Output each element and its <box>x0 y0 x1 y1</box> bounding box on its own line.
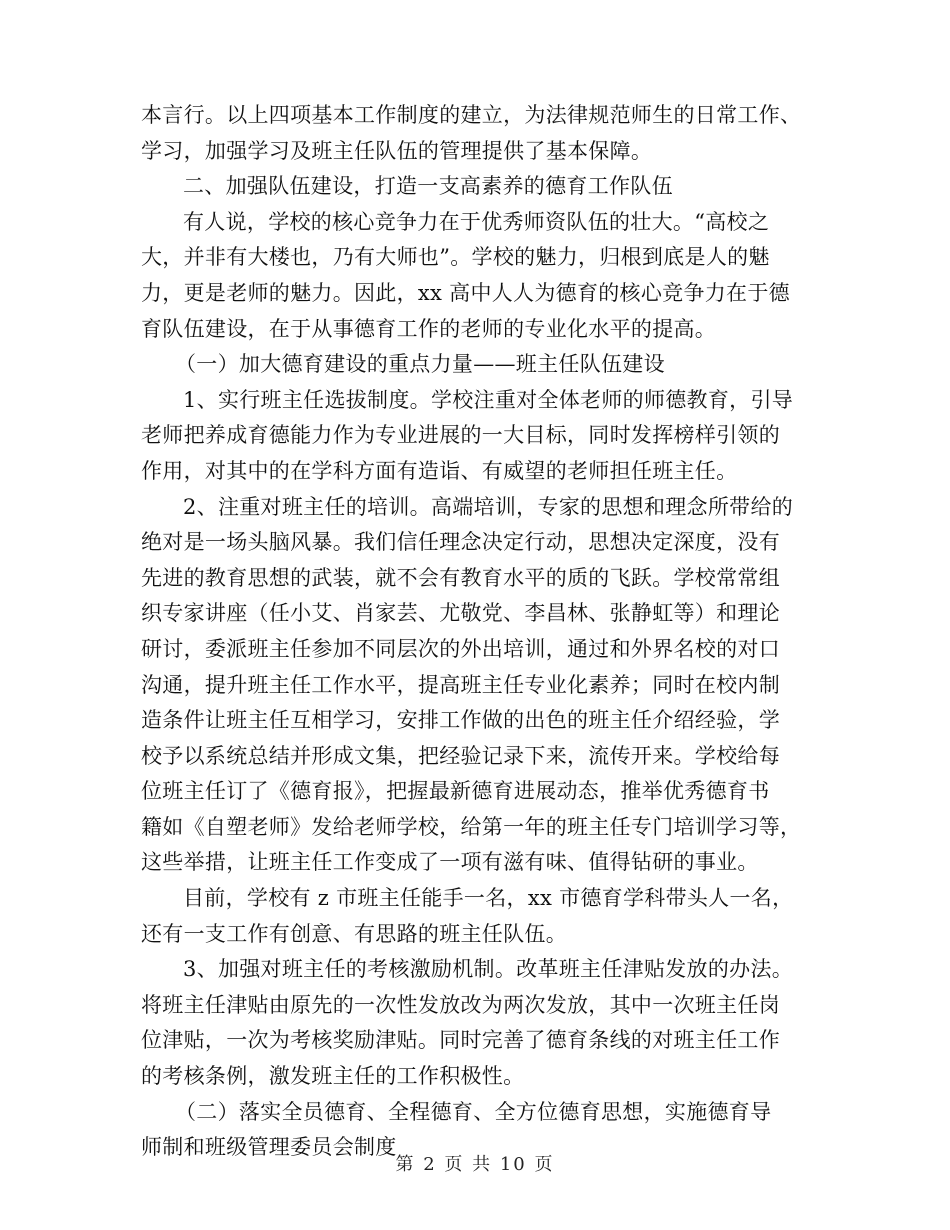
text-line: 造条件让班主任互相学习，安排工作做的出色的班主任介绍经验，学 <box>141 708 780 733</box>
text-line: 师制和班级管理委员会制度 <box>141 1135 397 1160</box>
text-line: 2、注重对班主任的培训。高端培训，专家的思想和理念所带给的 <box>183 494 794 519</box>
text-line: 沟通，提升班主任工作水平，提高班主任专业化素养；同时在校内制 <box>141 672 780 697</box>
body-text <box>141 98 813 1166</box>
text-line: 绝对是一场头脑风暴。我们信任理念决定行动，思想决定深度，没有 <box>141 530 780 555</box>
text-line: 先进的教育思想的武装，就不会有教育水平的质的飞跃。学校常常组 <box>141 565 780 590</box>
text-line: 大，并非有大楼也，乃有大师也”。学校的魅力，归根到底是人的魅 <box>141 245 770 270</box>
text-line: 这些举措，让班主任工作变成了一项有滋有味、值得钻研的事业。 <box>141 850 759 875</box>
text-line: 有人说，学校的核心竞争力在于优秀师资队伍的壮大。“高校之 <box>183 209 770 234</box>
text-line: 育队伍建设，在于从事德育工作的老师的专业化水平的提高。 <box>141 316 717 341</box>
text-line: 目前，学校有 z 市班主任能手一名，xx 市德育学科带头人一名， <box>183 886 794 911</box>
text-line: 学习，加强学习及班主任队伍的管理提供了基本保障。 <box>141 138 653 163</box>
text-line: 位津贴，一次为考核奖励津贴。同时完善了德育条线的对班主任工作 <box>141 1028 780 1053</box>
text-line: 还有一支工作有创意、有思路的班主任队伍。 <box>141 921 567 946</box>
text-line: 位班主任订了《德育报》，把握最新德育进展动态，推举优秀德育书 <box>141 779 770 804</box>
text-line: 织专家讲座（任小艾、肖家芸、尤敬党、李昌林、张静虹等）和理论 <box>141 601 780 626</box>
text-line: 作用，对其中的在学科方面有造诣、有威望的老师担任班主任。 <box>141 458 738 483</box>
text-line: 力，更是老师的魅力。因此，xx 高中人人为德育的核心竞争力在于德 <box>141 280 790 305</box>
subsection-heading: （一）加大德育建设的重点力量——班主任队伍建设 <box>175 352 665 377</box>
text-line: 研讨，委派班主任参加不同层次的外出培训，通过和外界名校的对口 <box>141 636 780 661</box>
page-footer: 第 2 页 共 10 页 <box>395 1154 555 1175</box>
subsection-heading: （二）落实全员德育、全程德育、全方位德育思想，实施德育导 <box>175 1099 772 1124</box>
text-line: 老师把养成育德能力作为专业进展的一大目标，同时发挥榜样引领的 <box>141 423 780 448</box>
section-heading: 二、加强队伍建设，打造一支高素养的德育工作队伍 <box>183 174 673 199</box>
text-line: 本言行。以上四项基本工作制度的建立，为法律规范师生的日常工作、 <box>141 103 802 127</box>
text-line: 校予以系统总结并形成文集，把经验记录下来，流传开来。学校给每 <box>141 743 780 768</box>
text-line: 将班主任津贴由原先的一次性发放改为两次发放，其中一次班主任岗 <box>141 992 780 1017</box>
text-line: 1、实行班主任选拔制度。学校注重对全体老师的师德教育，引导 <box>183 387 794 412</box>
text-line: 3、加强对班主任的考核激励机制。改革班主任津贴发放的办法。 <box>183 957 794 982</box>
text-line: 的考核条例，激发班主任的工作积极性。 <box>141 1064 525 1089</box>
text-line: 籍如《自塑老师》发给老师学校，给第一年的班主任专门培训学习等， <box>141 814 802 839</box>
